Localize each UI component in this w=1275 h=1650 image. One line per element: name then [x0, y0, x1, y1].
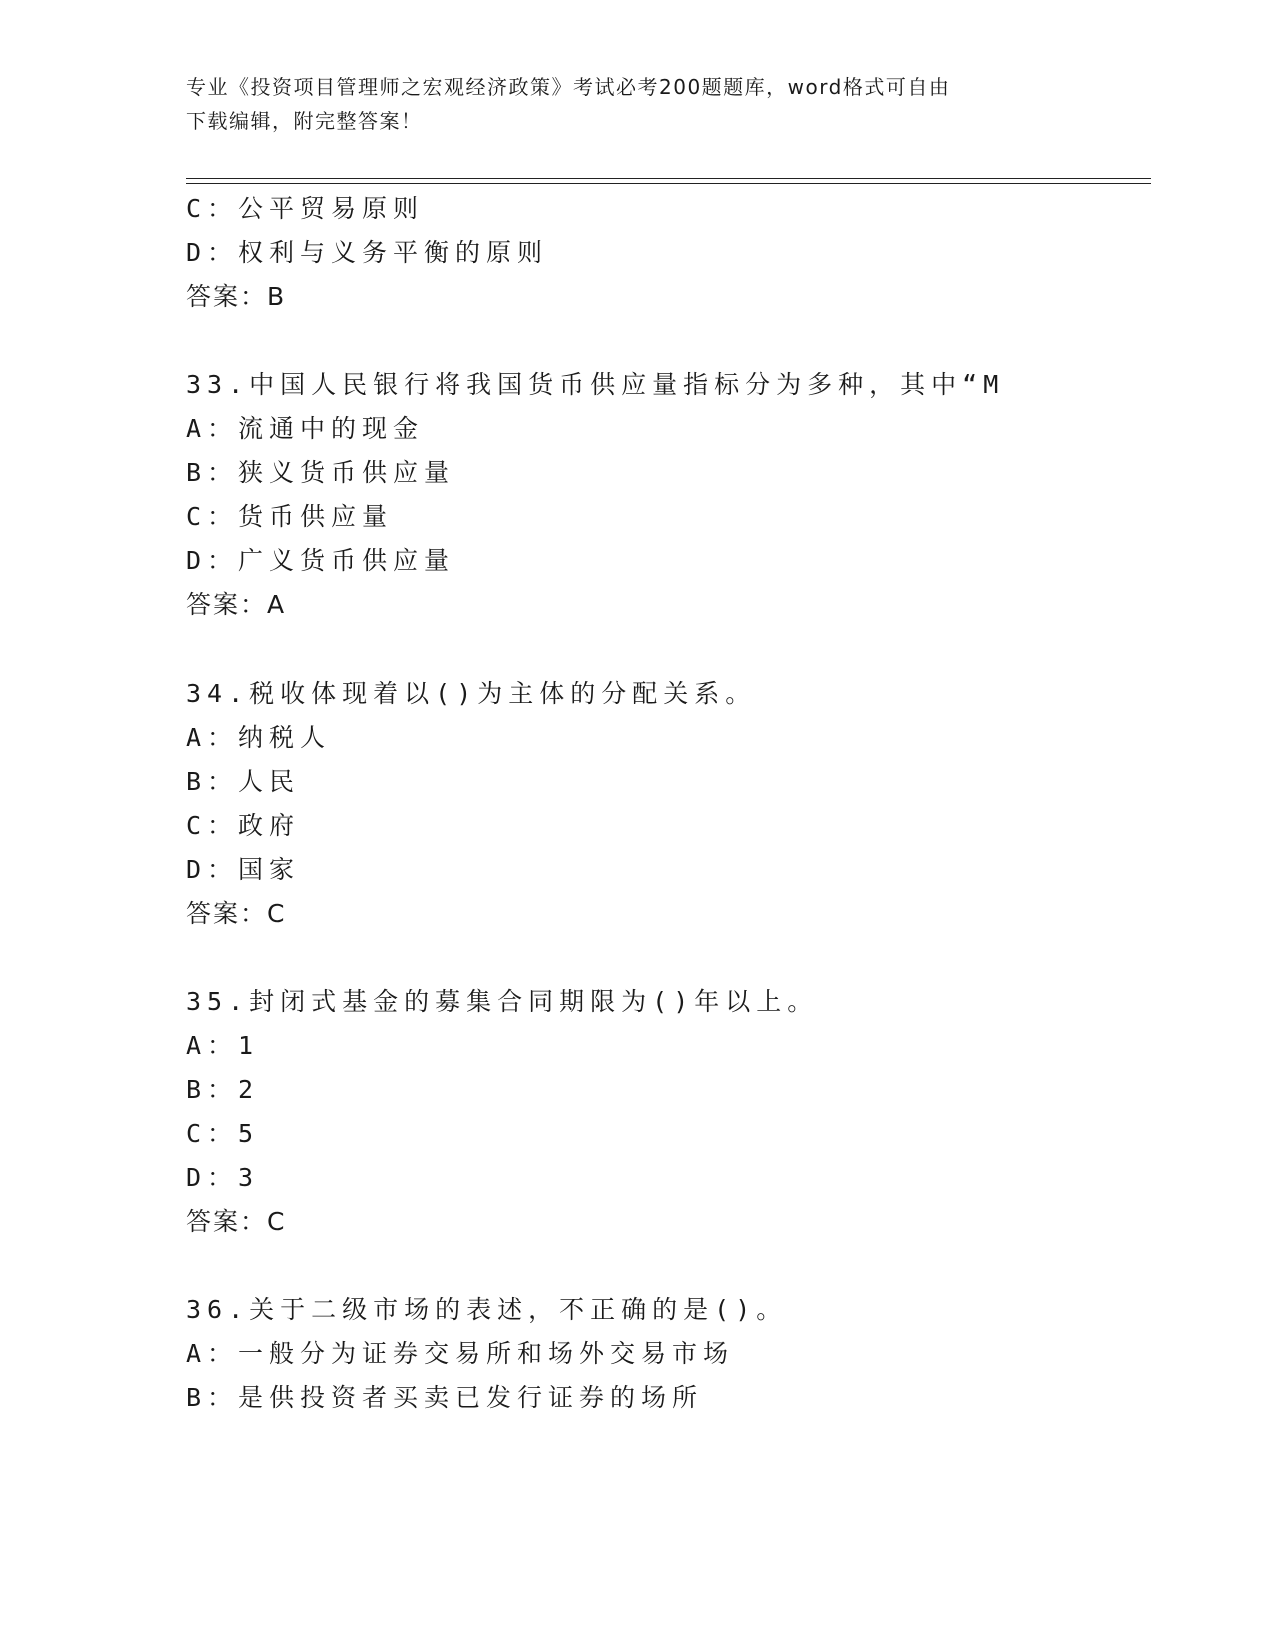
option-b: B：2	[186, 1075, 260, 1104]
option-a: A：流通中的现金	[186, 414, 425, 443]
option-b: B：是供投资者买卖已发行证券的场所	[186, 1383, 704, 1412]
option-b: B：狭义货币供应量	[186, 458, 456, 487]
option-c: C：5	[186, 1119, 260, 1148]
option-a: A：一般分为证券交易所和场外交易市场	[186, 1339, 735, 1368]
header-line-2: 下载编辑，附完整答案！	[186, 109, 423, 133]
answer-label: 答案：C	[186, 1207, 287, 1236]
option-d: D：广义货币供应量	[186, 546, 456, 575]
header-line-1: 专业《投资项目管理师之宏观经济政策》考试必考200题题库，word格式可自由	[186, 75, 951, 99]
question-stem: 35.封闭式基金的募集合同期限为()年以上。	[186, 987, 819, 1016]
question-stem: 33.中国人民银行将我国货币供应量指标分为多种，其中“M	[186, 370, 1005, 399]
header-rule-bottom	[186, 183, 1151, 184]
option-c: C：政府	[186, 811, 301, 840]
document-header	[186, 70, 1086, 138]
option-d: D：国家	[186, 855, 301, 884]
question-stem: 34.税收体现着以()为主体的分配关系。	[186, 679, 757, 708]
answer-label: 答案：B	[186, 282, 287, 311]
option-d: D：3	[186, 1163, 260, 1192]
answer-label: 答案：A	[186, 590, 287, 619]
option-b: B：人民	[186, 767, 301, 796]
option-a: A：纳税人	[186, 723, 332, 752]
header-rule-top	[186, 178, 1151, 179]
option-a: A：1	[186, 1031, 260, 1060]
option-d: D：权利与义务平衡的原则	[186, 238, 549, 267]
question-stem: 36.关于二级市场的表述，不正确的是()。	[186, 1295, 788, 1324]
answer-label: 答案：C	[186, 899, 287, 928]
option-c: C：公平贸易原则	[186, 194, 425, 223]
option-c: C：货币供应量	[186, 502, 394, 531]
